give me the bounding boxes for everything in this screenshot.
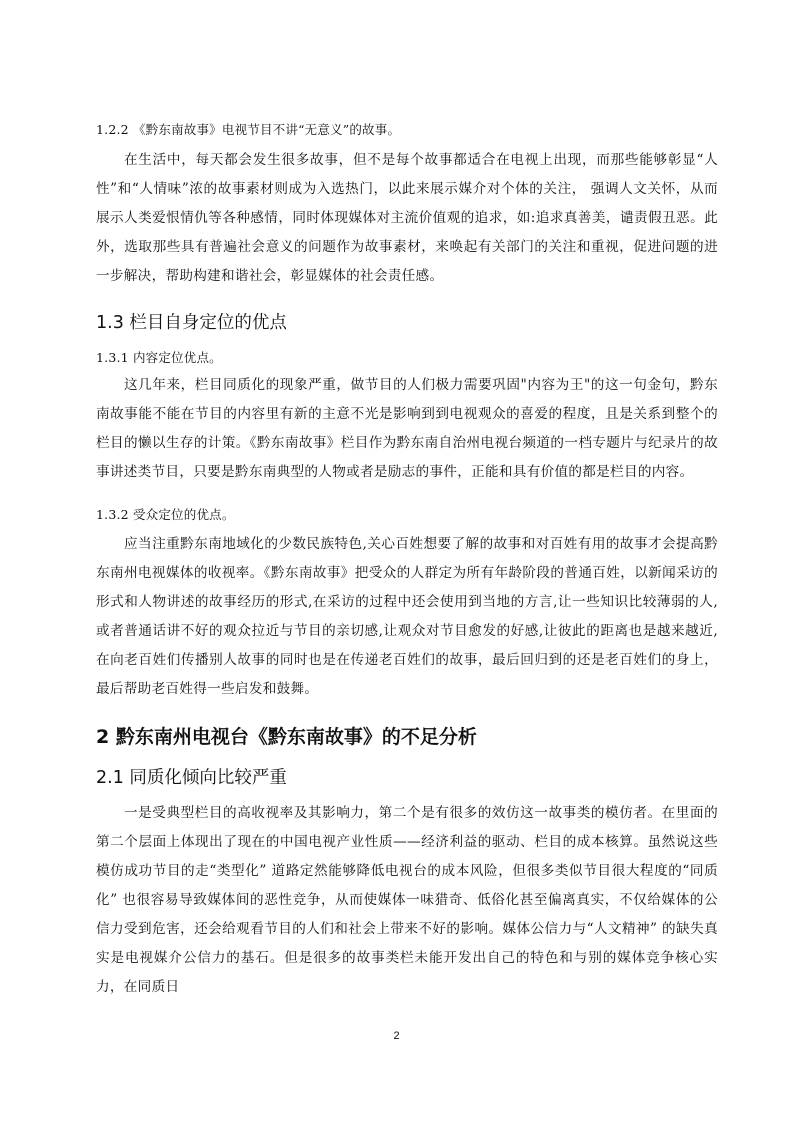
subsection-heading-1-2-2: 1.2.2 《黔东南故事》电视节目不讲“无意义”的故事。 bbox=[96, 122, 401, 137]
paragraph-1-3-2: 应当注重黔东南地域化的少数民族特色,关心百姓想要了解的故事和对百姓有用的故事才会提高黔东南州电视媒体的收视率。《黔东南故事》把受众的人群定为所有年龄阶段的普通百姓，以新闻采访的形式和人物讲述的故事经历的形式,在采访的过程中还会使用到当地的方言,让一些知识比较薄弱的人,或者普通话讲不好的观众拉近与节目的亲切感,让观众对节目愈发的好感,让彼此的距离也是越来越近,在向老百姓们传播别人故事的同时也是在传递老百姓们的故事，最后回归到的还是老百姓们的身上，最后帮助老百姓得一些启发和鼓舞。 bbox=[96, 536, 718, 697]
paragraph-2-1: 一是受典型栏目的高收视率及其影响力，第二个是有很多的效仿这一故事类的模仿者。在里面的第二个层面上体现出了现在的中国电视产业性质——经济利益的驱动、栏目的成本核算。虽然说这些模仿成功节目的走“类型化” 道路定然能够降低电视台的成本风险，但很多类似节目很大程度的“同质化” 也很容易导致媒体间的恶性竞争，从而使媒体一味猎奇、低俗化甚至偏离真实，不仅给媒体的公信力受到危害，还会给观看节目的人们和社会上带来不好的影响。媒体公信力与“人文精神” 的缺失真实是电视媒介公信力的基石。但是很多的故事类栏未能开发出自己的特色和与别的媒体竞争核心实力，在同质日 bbox=[96, 805, 718, 995]
page-number: 2 bbox=[393, 1030, 400, 1042]
paragraph-1-2-2: 在生活中，每天都会发生很多故事，但不是每个故事都适合在电视上出现，而那些能够彰显“人性”和“人情味”浓的故事素材则成为入选热门，以此来展示媒介对个体的关注， 强调人文关怀，从而展示人类爱恨情仇等各种感情，同时体现媒体对主流价值观的追求，如:追求真善美，谴责假丑恶。此外，选取那些具有普遍社会意义的问题作为故事素材，来唤起有关部门的关注和重视，促进问题的进一步解决，帮助构建和谐社会，彰显媒体的社会责任感。 bbox=[96, 152, 718, 284]
section-heading-2-1: 2.1 同质化倾向比较严重 bbox=[96, 768, 287, 788]
paragraph-1-3-1: 这几年来，栏目同质化的现象严重，做节目的人们极力需要巩固"内容为王"的这一句金句，黔东南故事能不能在节目的内容里有新的主意不光是影响到到电视观众的喜爱的程度，且是关系到整个的栏目的懒以生存的计策。《黔东南故事》栏目作为黔东南自治州电视台频道的一档专题片与纪录片的故事讲述类节目，只要是黔东南典型的人物或者是励志的事件，正能和具有价值的都是栏目的内容。 bbox=[96, 377, 718, 480]
chapter-heading-2: 2 黔东南州电视台《黔东南故事》的不足分析 bbox=[96, 726, 477, 748]
subsection-heading-1-3-2: 1.3.2 受众定位的优点。 bbox=[96, 507, 235, 522]
section-heading-1-3: 1.3 栏目自身定位的优点 bbox=[96, 313, 287, 333]
subsection-heading-1-3-1: 1.3.1 内容定位优点。 bbox=[96, 350, 222, 365]
